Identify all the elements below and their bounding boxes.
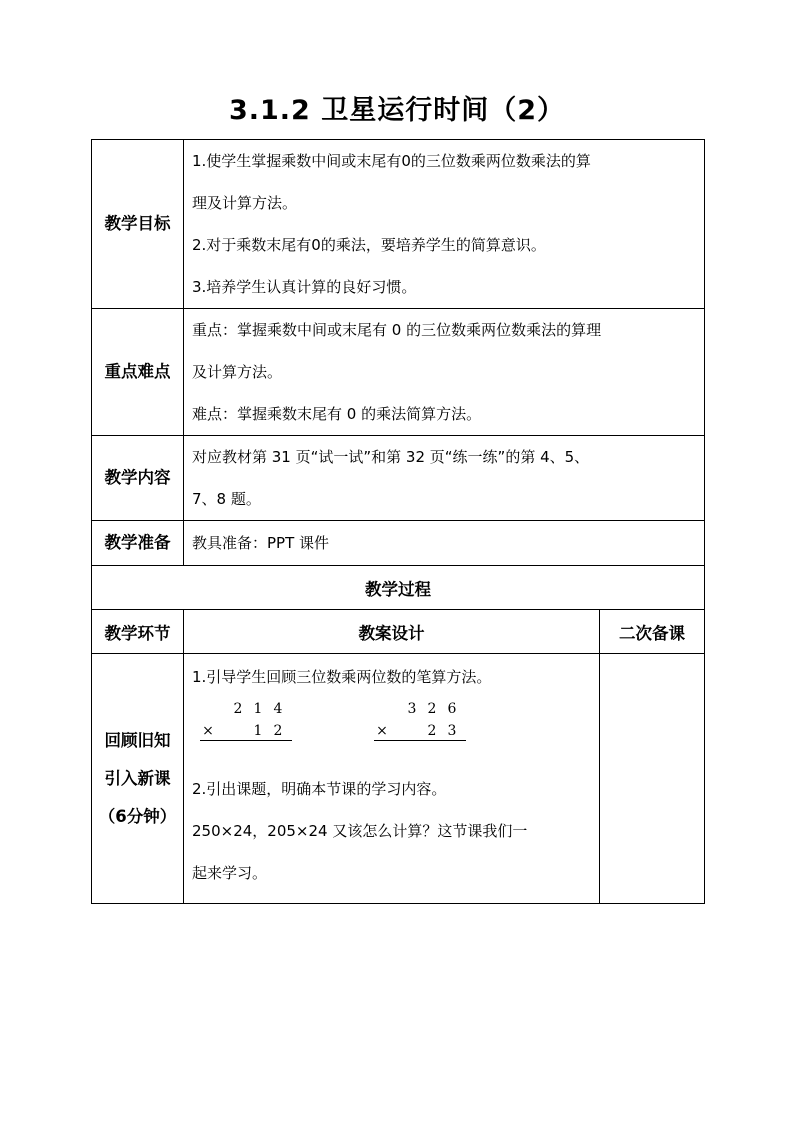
objectives-content (184, 140, 705, 309)
calc-digit: 6 (447, 701, 457, 717)
objectives-label: 教学目标 (92, 140, 184, 309)
calc-digit: 2 (427, 723, 437, 739)
calc-digit: 1 (253, 701, 263, 717)
stage1-second-prep (600, 654, 705, 904)
key-points-line: 重点：掌握乘数中间或末尾有 0 的三位数乘两位数乘法的算理 (192, 321, 602, 339)
vertical-calculation (374, 698, 466, 742)
preparation-content (184, 521, 705, 566)
calc-digit: 3 (407, 701, 417, 717)
preparation-row (92, 521, 705, 566)
calc-digit: 2 (233, 701, 243, 717)
column-second-prep: 二次备课 (600, 610, 705, 654)
column-header-row (92, 610, 705, 654)
stage1-design (184, 654, 600, 904)
objectives-line: 3.培养学生认真计算的良好习惯。 (192, 278, 417, 296)
vertical-calculation (200, 698, 292, 742)
objectives-line: 理及计算方法。 (192, 194, 298, 212)
calc-digit: 1 (253, 723, 263, 739)
stage1-line: 1.引导学生回顾三位数乘两位数的笔算方法。 (192, 668, 492, 686)
content-line: 对应教材第 31 页“试一试”和第 32 页“练一练”的第 4、5、 (192, 448, 590, 466)
process-header: 教学过程 (92, 566, 705, 610)
preparation-label: 教学准备 (92, 521, 184, 566)
objectives-row (92, 140, 705, 309)
objectives-line: 1.使学生掌握乘数中间或末尾有0的三位数乘两位数乘法的算 (192, 152, 591, 170)
stage1-label-line: （6分钟） (98, 806, 177, 826)
calc-digit: 2 (273, 723, 283, 739)
objectives-line: 2.对于乘数末尾有0的乘法，要培养学生的简算意识。 (192, 236, 546, 254)
calc-underline (200, 740, 292, 741)
column-design: 教案设计 (184, 610, 600, 654)
content-row (92, 436, 705, 521)
calc-digit: 4 (273, 701, 283, 717)
page-title: 3.1.2 卫星运行时间（2） (228, 95, 566, 126)
calc-digit: 3 (447, 723, 457, 739)
stage1-line: 250×24，205×24 又该怎么计算？这节课我们一 (192, 822, 528, 840)
stage1-label-line: 引入新课 (104, 768, 171, 788)
multiply-sign: × (376, 723, 388, 739)
lesson-plan-table (91, 139, 705, 904)
calc-underline (374, 740, 466, 741)
key-points-row (92, 309, 705, 436)
stage1-line: 2.引出课题，明确本节课的学习内容。 (192, 780, 447, 798)
process-header-row (92, 566, 705, 610)
stage1-row (92, 654, 705, 904)
stage1-line: 起来学习。 (192, 864, 268, 882)
key-points-content (184, 309, 705, 436)
content-line: 7、8 题。 (192, 490, 261, 508)
key-points-line: 及计算方法。 (192, 363, 283, 381)
multiply-sign: × (202, 723, 214, 739)
stage1-label-line: 回顾旧知 (104, 730, 171, 750)
content-label: 教学内容 (92, 436, 184, 521)
key-points-label: 重点难点 (92, 309, 184, 436)
key-points-line: 难点：掌握乘数末尾有 0 的乘法简算方法。 (192, 405, 482, 423)
column-stage: 教学环节 (92, 610, 184, 654)
vertical-calculations (192, 698, 593, 768)
preparation-text: 教具准备：PPT 课件 (192, 534, 330, 552)
stage1-label (92, 654, 184, 904)
content-content (184, 436, 705, 521)
calc-digit: 2 (427, 701, 437, 717)
